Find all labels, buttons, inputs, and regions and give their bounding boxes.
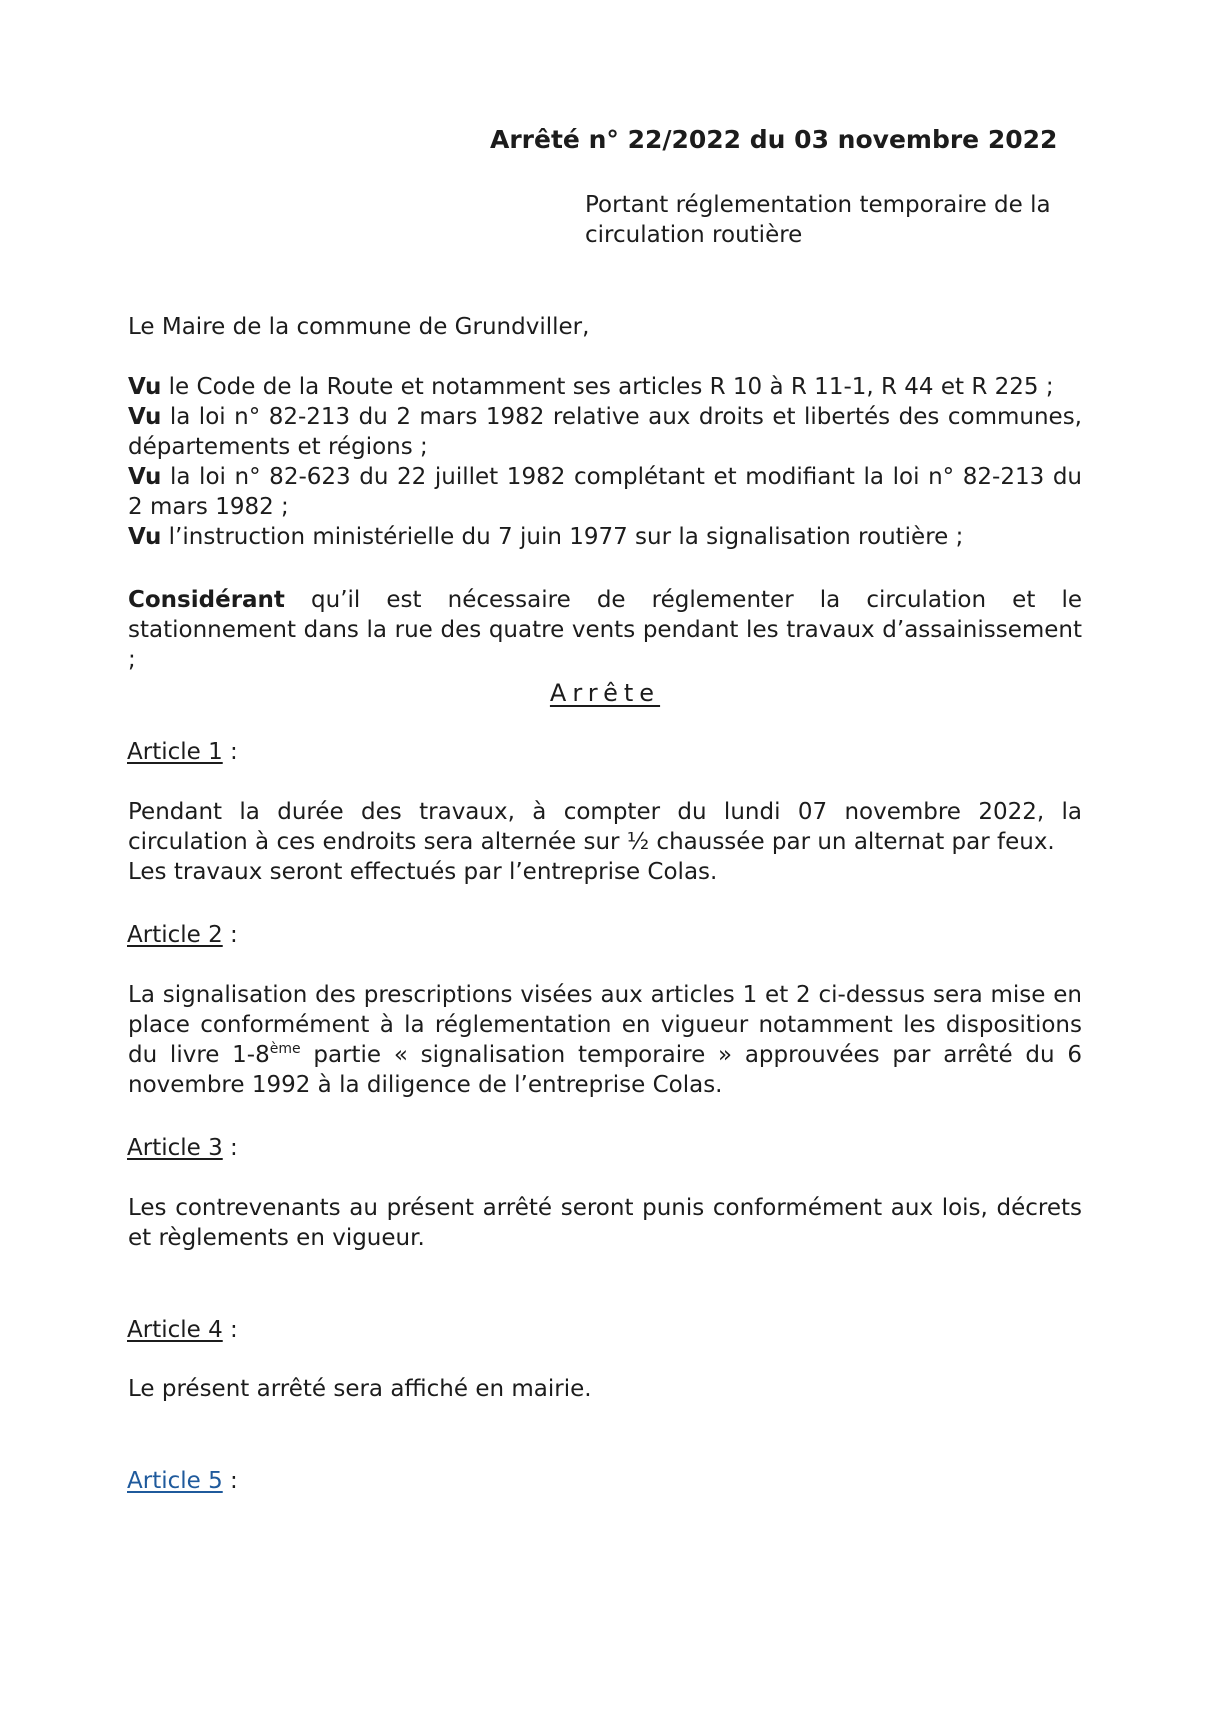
arrete-heading xyxy=(128,677,1082,709)
article-3-body: Les contrevenants au présent arrêté seront punis conformément aux lois, décrets et règlements en vigueur. xyxy=(128,1195,1082,1251)
considerant-paragraph xyxy=(128,585,1082,675)
article-2-text-b: partie « signalisation temporaire » approuvées par arrêté du 6 novembre 1992 à la diligence de l’entreprise Colas. xyxy=(128,1042,1082,1098)
vu-keyword: Vu xyxy=(128,404,162,430)
article-colon: : xyxy=(222,922,238,948)
article-colon: : xyxy=(222,1135,238,1161)
article-1-line-2: Les travaux seront effectués par l’entreprise Colas. xyxy=(128,859,718,885)
vu-text: la loi n° 82-623 du 22 juillet 1982 complétant et modifiant la loi n° 82-213 du 2 mars 1982 ; xyxy=(128,464,1082,520)
article-1-body xyxy=(128,797,1082,887)
vu-keyword: Vu xyxy=(128,374,162,400)
subtitle-line-1: Portant réglementation temporaire de la xyxy=(585,192,1051,218)
article-2-heading xyxy=(127,920,238,950)
article-5-heading xyxy=(127,1466,238,1496)
vu-item xyxy=(128,462,1082,522)
article-2-superscript: ème xyxy=(269,1041,301,1057)
article-colon: : xyxy=(222,1317,238,1343)
article-colon: : xyxy=(222,1468,238,1494)
vu-item xyxy=(128,522,1082,552)
vu-text: l’instruction ministérielle du 7 juin 1977 sur la signalisation routière ; xyxy=(161,524,964,550)
document-subtitle xyxy=(585,190,1065,250)
vu-text: le Code de la Route et notamment ses articles R 10 à R 11-1, R 44 et R 225 ; xyxy=(161,374,1054,400)
article-4-body: Le présent arrêté sera affiché en mairie. xyxy=(128,1376,592,1402)
subtitle-line-2: circulation routière xyxy=(585,222,803,248)
article-1-line-1: Pendant la durée des travaux, à compter du lundi 07 novembre 2022, la circulation à ces endroits sera alternée sur ½ chaussée par un alternat par feux. xyxy=(128,799,1082,855)
article-5-label: Article 5 xyxy=(127,1468,223,1494)
considerant-text: qu’il est nécessaire de réglementer la circulation et le stationnement dans la rue des quatre vents pendant les travaux d’assainissement ; xyxy=(128,587,1082,673)
article-4-heading xyxy=(127,1315,238,1345)
article-colon: : xyxy=(222,739,238,765)
vu-list xyxy=(128,372,1082,552)
article-3-label: Article 3 xyxy=(127,1135,223,1161)
article-1-heading xyxy=(127,737,238,767)
article-2-text-a: La signalisation des prescriptions visées aux articles 1 et 2 ci-dessus sera mise en place conformément à la réglementation en vigueur notamment les dispositions du livre 1-8 xyxy=(128,982,1082,1068)
vu-keyword: Vu xyxy=(128,524,162,550)
article-4-label: Article 4 xyxy=(127,1317,223,1343)
article-3-heading xyxy=(127,1133,238,1163)
intro-paragraph: Le Maire de la commune de Grundviller, xyxy=(128,314,590,340)
considerant-keyword: Considérant xyxy=(128,587,285,613)
arrete-heading-text: Arrête xyxy=(549,679,661,707)
article-2-body xyxy=(128,980,1082,1100)
vu-item xyxy=(128,372,1082,402)
article-1-label: Article 1 xyxy=(127,739,223,765)
vu-text: la loi n° 82-213 du 2 mars 1982 relative aux droits et libertés des communes, départements et régions ; xyxy=(128,404,1082,460)
vu-item xyxy=(128,402,1082,462)
article-2-label: Article 2 xyxy=(127,922,223,948)
document-title: Arrêté n° 22/2022 du 03 novembre 2022 xyxy=(490,125,1058,154)
vu-keyword: Vu xyxy=(128,464,162,490)
